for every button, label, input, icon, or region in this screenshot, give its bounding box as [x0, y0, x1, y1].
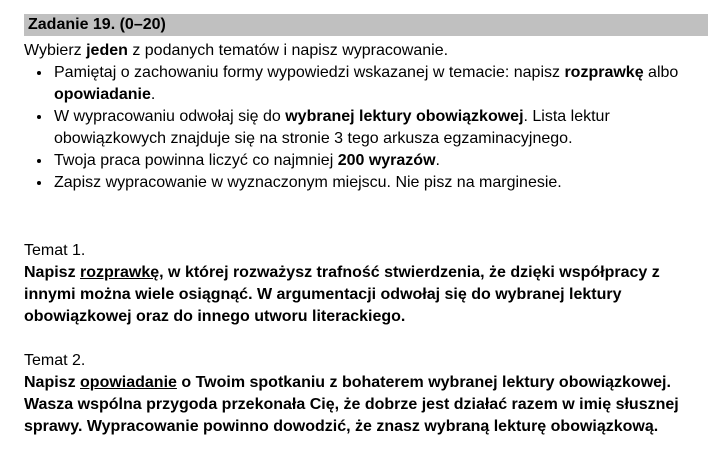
task-header-bar [24, 14, 708, 36]
instruction-item-lektura: • W wypracowaniu odwołaj się do wybranej lektury obowiązkowej. Lista lektur obowiązkowych znajduje się na stronie 3 tego arkusza egzaminacyjnego. [52, 106, 708, 150]
topic-1-section [24, 240, 708, 328]
task-intro: Wybierz jeden z podanych tematów i napisz wypracowanie. [24, 42, 449, 59]
instruction-list [24, 62, 708, 194]
topic-2-label: Temat 2. [24, 352, 86, 369]
instruction-item-word-count: • Twoja praca powinna liczyć co najmniej 200 wyrazów. [52, 150, 708, 172]
topic-1-label: Temat 1. [24, 242, 86, 259]
document-page [24, 14, 708, 438]
instruction-item-margins: • Zapisz wypracowanie w wyznaczonym miejscu. Nie pisz na marginesie. [52, 172, 708, 194]
task-title: Zadanie 19. (0–20) [28, 16, 166, 33]
topic-2-section [24, 350, 708, 438]
instruction-item-form: • Pamiętaj o zachowaniu formy wypowiedzi wskazanej w temacie: napisz rozprawkę albo opowiadanie. [52, 62, 708, 106]
topic-2-body: Napisz opowiadanie o Twoim spotkaniu z bohaterem wybranej lektury obowiązkowej. Wasza wspólna przygoda przekonała Cię, że dobrze jest działać razem w imię słusznej sprawy. Wypracowanie powinno dowodzić, że znasz wybraną lekturę obowiązkową. [24, 374, 679, 435]
topic-1-body: Napisz rozprawkę, w której rozważysz trafność stwierdzenia, że dzięki współpracy z innymi można wiele osiągnąć. W argumentacji odwołaj się do wybranej lektury obowiązkowej oraz do innego utworu literackiego. [24, 264, 660, 325]
